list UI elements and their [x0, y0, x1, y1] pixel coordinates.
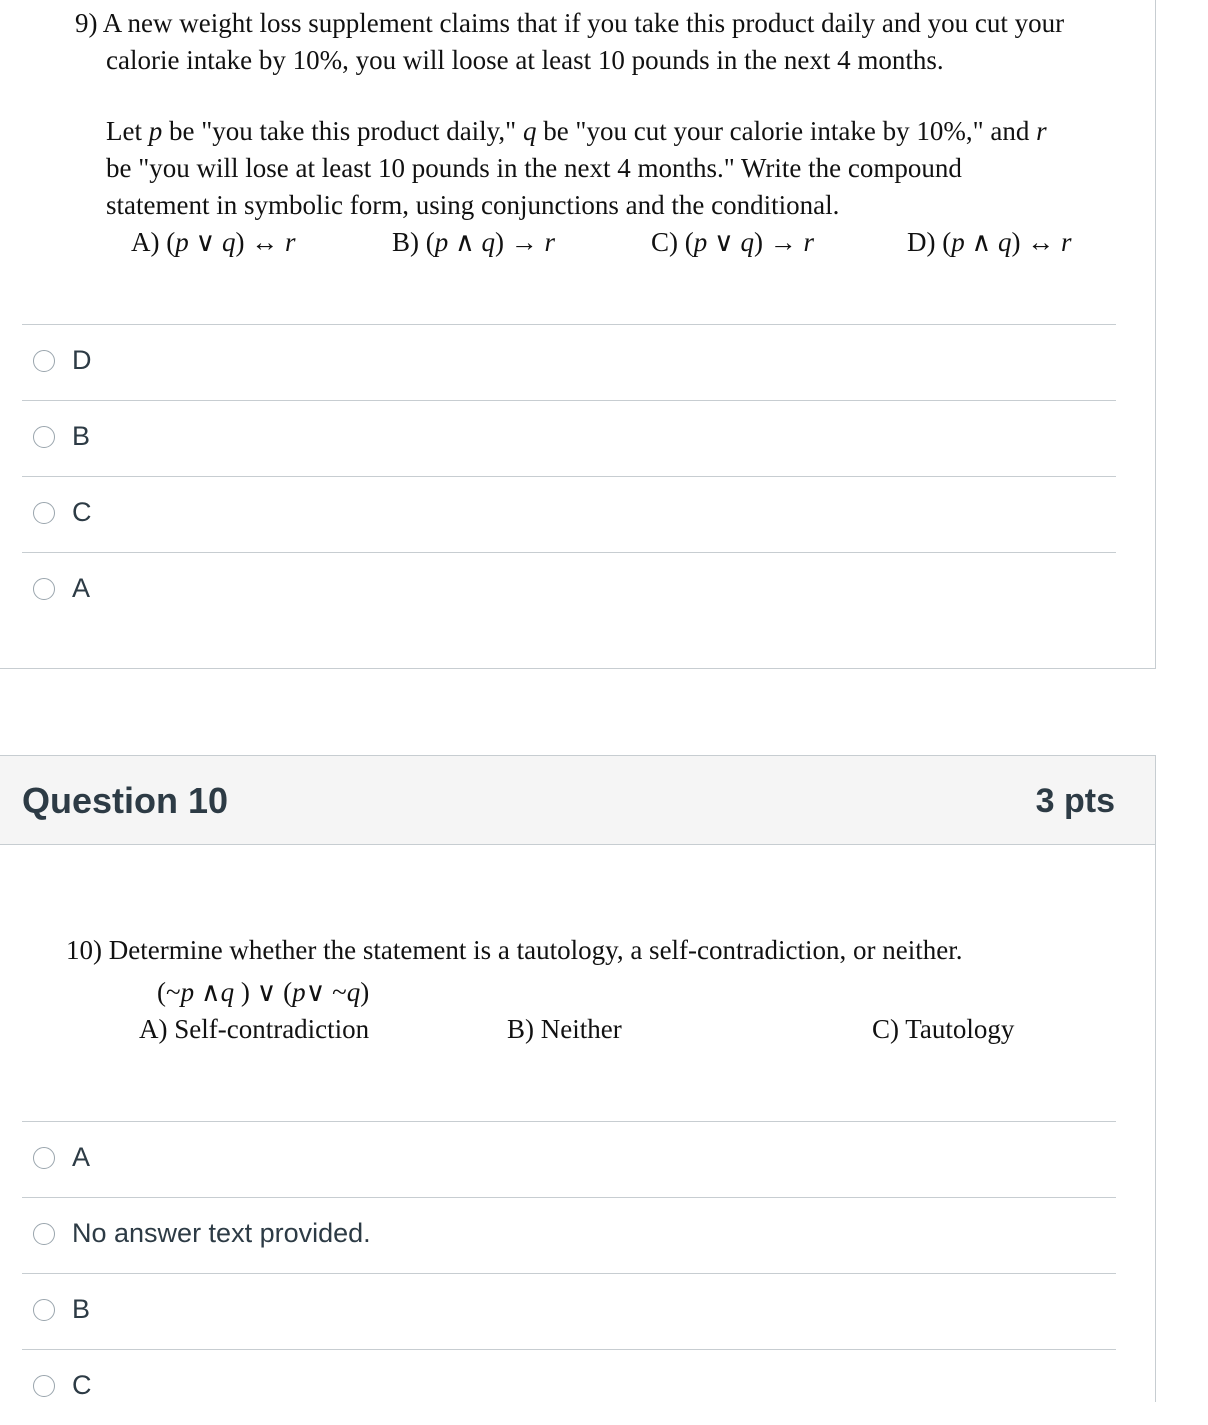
q10-answer-row[interactable]	[22, 1197, 1116, 1273]
q9-var-r: r	[1036, 116, 1047, 146]
radio-button[interactable]	[33, 502, 55, 524]
q9-var-q: q	[522, 116, 537, 146]
q9-stem-line-2: calorie intake by 10%, you will loose at least 10 pounds in the next 4 months.	[106, 45, 944, 75]
q9-para-text: Let	[106, 116, 149, 146]
q9-answer-row[interactable]	[22, 400, 1116, 476]
q9-option-d: D) (p ∧ q) ↔ r	[907, 227, 1072, 257]
question-9-card	[0, 0, 1156, 669]
q9-paragraph-line-3: statement in symbolic form, using conjunctions and the conditional.	[106, 190, 840, 220]
q10-answer-row[interactable]	[22, 1349, 1116, 1425]
q9-option-a: A) (p ∨ q) ↔ r	[131, 227, 296, 257]
answer-label: C	[72, 497, 92, 527]
radio-button[interactable]	[33, 426, 55, 448]
radio-button[interactable]	[33, 1147, 55, 1169]
q9-answer-row[interactable]	[22, 476, 1116, 552]
q10-option-b: B) Neither	[507, 1014, 622, 1044]
radio-button[interactable]	[33, 1375, 55, 1397]
answer-label: No answer text provided.	[72, 1218, 371, 1248]
radio-button[interactable]	[33, 1223, 55, 1245]
q9-paragraph-line-1	[106, 116, 1047, 147]
answer-label: C	[72, 1370, 92, 1400]
q10-answer-row[interactable]	[22, 1273, 1116, 1349]
q9-option-b: B) (p ∧ q) → r	[392, 227, 556, 257]
q9-para-text: be "you cut your calorie intake by 10%," and	[536, 116, 1037, 146]
answer-label: A	[72, 573, 91, 603]
q9-paragraph-line-2: be "you will lose at least 10 pounds in the next 4 months." Write the compound	[106, 153, 962, 183]
q9-var-p: p	[148, 116, 163, 146]
q9-stem-line-1: 9) A new weight loss supplement claims that if you take this product daily and you cut your	[75, 8, 1065, 38]
q10-option-c: C) Tautology	[872, 1014, 1015, 1044]
q10-option-a: A) Self-contradiction	[139, 1014, 370, 1044]
q9-answer-row[interactable]	[22, 552, 1116, 628]
q9-para-text: be "you take this product daily,"	[162, 116, 523, 146]
answer-label: D	[72, 345, 92, 375]
q9-answer-row[interactable]	[22, 324, 1116, 400]
radio-button[interactable]	[33, 578, 55, 600]
question-header	[0, 756, 1155, 845]
answer-label: B	[72, 421, 91, 451]
radio-button[interactable]	[33, 1299, 55, 1321]
q10-stem: 10) Determine whether the statement is a tautology, a self-contradiction, or neither.	[66, 935, 963, 965]
question-title: Question 10	[22, 780, 229, 821]
q10-expression: (~p ∧q ) ∨ (p∨ ~q)	[157, 977, 370, 1007]
question-10-card	[0, 755, 1156, 1402]
q10-answer-row[interactable]	[22, 1121, 1116, 1197]
answer-label: A	[72, 1142, 91, 1172]
radio-button[interactable]	[33, 350, 55, 372]
q9-option-c: C) (p ∨ q) → r	[651, 227, 815, 257]
question-points: 3 pts	[1035, 782, 1115, 820]
answer-label: B	[72, 1294, 91, 1324]
